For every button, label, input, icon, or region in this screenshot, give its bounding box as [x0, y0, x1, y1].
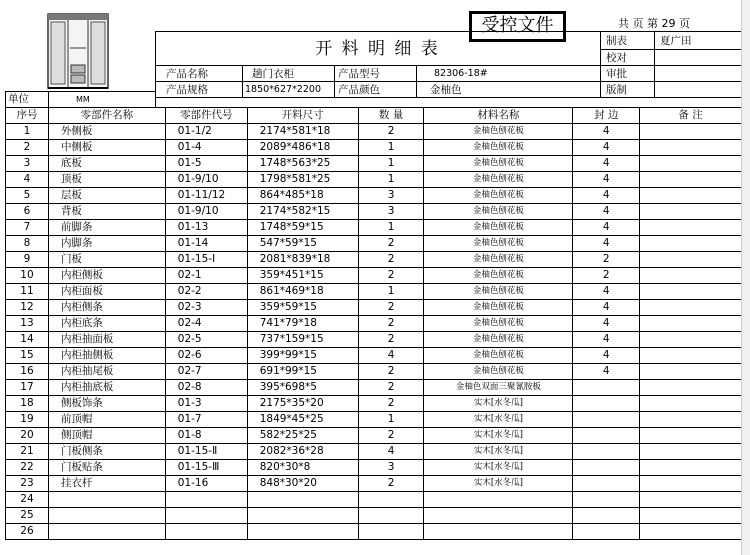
row-remarks [640, 124, 742, 140]
row-remarks [640, 396, 742, 412]
row-material: 金柚色刨花板 [424, 300, 573, 316]
row-edge-banding: 4 [573, 316, 640, 332]
row-quantity: 3 [358, 204, 424, 220]
row-part-code: 01-7 [165, 412, 247, 428]
row-remarks [640, 332, 742, 348]
row-material: 金柚色刨花板 [424, 188, 573, 204]
row-edge-banding: 4 [573, 236, 640, 252]
table-row [6, 268, 742, 284]
row-cut-size: 1748*59*15 [247, 220, 358, 236]
row-remarks [640, 444, 742, 460]
row-part-code: 01-9/10 [165, 204, 247, 220]
row-cut-size [247, 524, 358, 540]
table-row [6, 508, 742, 524]
row-part-code [165, 524, 247, 540]
row-quantity: 1 [358, 220, 424, 236]
row-quantity: 4 [358, 348, 424, 364]
row-cut-size: 691*99*15 [247, 364, 358, 380]
row-no: 1 [6, 124, 49, 140]
row-quantity: 2 [358, 300, 424, 316]
row-no: 15 [6, 348, 49, 364]
row-no: 25 [6, 508, 49, 524]
row-edge-banding [573, 380, 640, 396]
table-row [6, 428, 742, 444]
controlled-document-stamp: 受控文件 [469, 11, 566, 42]
row-material: 金柚色刨花板 [424, 204, 573, 220]
row-cut-size: 1798*581*25 [247, 172, 358, 188]
row-edge-banding: 4 [573, 124, 640, 140]
row-part-code [165, 492, 247, 508]
table-row [6, 332, 742, 348]
row-part-name: 内柜抽侧板 [48, 348, 165, 364]
row-part-name: 内柜抽底板 [48, 380, 165, 396]
row-part-code: 01-1/2 [165, 124, 247, 140]
row-cut-size: 820*30*8 [247, 460, 358, 476]
product-model-value: 82306-18# [434, 68, 488, 79]
row-part-name: 侧板饰条 [48, 396, 165, 412]
row-part-name: 门板 [48, 252, 165, 268]
row-cut-size: 2082*36*28 [247, 444, 358, 460]
row-no: 4 [6, 172, 49, 188]
row-no: 2 [6, 140, 49, 156]
row-material [424, 524, 573, 540]
row-part-code: 01-4 [165, 140, 247, 156]
row-edge-banding: 4 [573, 204, 640, 220]
row-part-code: 01-13 [165, 220, 247, 236]
row-part-name: 门板贴条 [48, 460, 165, 476]
row-part-name: 前顶帽 [48, 412, 165, 428]
row-quantity [358, 492, 424, 508]
row-remarks [640, 316, 742, 332]
row-cut-size: 1849*45*25 [247, 412, 358, 428]
row-part-code: 02-6 [165, 348, 247, 364]
row-cut-size [247, 492, 358, 508]
row-part-name [48, 524, 165, 540]
row-material: 金柚色刨花板 [424, 364, 573, 380]
row-remarks [640, 172, 742, 188]
product-model-label: 产品型号 [338, 68, 380, 80]
row-cut-size: 737*159*15 [247, 332, 358, 348]
row-edge-banding: 4 [573, 332, 640, 348]
row-quantity: 2 [358, 364, 424, 380]
row-material: 金柚色刨花板 [424, 140, 573, 156]
row-cut-size: 2174*582*15 [247, 204, 358, 220]
row-material: 金柚色刨花板 [424, 332, 573, 348]
row-part-code: 01-15-Ⅲ [165, 460, 247, 476]
table-row [6, 252, 742, 268]
col-header-no: 序号 [6, 108, 49, 124]
approval-label-checked: 校对 [606, 52, 627, 64]
row-quantity: 3 [358, 188, 424, 204]
row-remarks [640, 156, 742, 172]
row-material: 实木[水冬瓜] [424, 396, 573, 412]
row-part-code: 01-11/12 [165, 188, 247, 204]
row-no: 18 [6, 396, 49, 412]
row-cut-size: 395*698*5 [247, 380, 358, 396]
row-no: 17 [6, 380, 49, 396]
row-remarks [640, 220, 742, 236]
row-remarks [640, 268, 742, 284]
product-name-value: 趟门衣柜 [252, 68, 294, 80]
row-no: 14 [6, 332, 49, 348]
approval-label-prepared: 制表 [606, 35, 627, 47]
row-part-name: 顶板 [48, 172, 165, 188]
col-header-part-code: 零部件代号 [165, 108, 247, 124]
row-no: 21 [6, 444, 49, 460]
table-row [6, 236, 742, 252]
row-material: 金柚色刨花板 [424, 268, 573, 284]
table-row [6, 412, 742, 428]
row-quantity: 3 [358, 460, 424, 476]
row-part-name [48, 508, 165, 524]
row-no: 26 [6, 524, 49, 540]
row-no: 9 [6, 252, 49, 268]
row-remarks [640, 460, 742, 476]
table-row [6, 172, 742, 188]
product-spec-label: 产品规格 [166, 84, 208, 96]
unit-label: 单位 [8, 93, 29, 105]
row-cut-size: 2175*35*20 [247, 396, 358, 412]
row-edge-banding [573, 524, 640, 540]
row-quantity: 2 [358, 252, 424, 268]
row-quantity [358, 508, 424, 524]
row-no: 10 [6, 268, 49, 284]
row-part-code: 01-9/10 [165, 172, 247, 188]
row-material: 金柚色刨花板 [424, 156, 573, 172]
row-material: 实木[水冬瓜] [424, 476, 573, 492]
row-remarks [640, 364, 742, 380]
row-cut-size: 861*469*18 [247, 284, 358, 300]
row-material [424, 508, 573, 524]
row-part-name: 内柜底条 [48, 316, 165, 332]
row-material: 实木[水冬瓜] [424, 460, 573, 476]
row-no: 22 [6, 460, 49, 476]
row-cut-size [247, 508, 358, 524]
row-part-code: 02-4 [165, 316, 247, 332]
table-row [6, 316, 742, 332]
table-row [6, 524, 742, 540]
row-edge-banding: 4 [573, 172, 640, 188]
table-row [6, 444, 742, 460]
row-quantity: 2 [358, 268, 424, 284]
table-header-row [6, 108, 742, 124]
page-info: 共 页 第 29 页 [618, 17, 690, 30]
row-quantity: 2 [358, 316, 424, 332]
row-no: 23 [6, 476, 49, 492]
table-row [6, 492, 742, 508]
row-cut-size: 399*99*15 [247, 348, 358, 364]
row-cut-size: 741*79*18 [247, 316, 358, 332]
product-color-value: 金柚色 [430, 84, 462, 96]
row-part-name: 内柜面板 [48, 284, 165, 300]
row-cut-size: 2081*839*18 [247, 252, 358, 268]
row-part-code: 02-7 [165, 364, 247, 380]
row-cut-size: 547*59*15 [247, 236, 358, 252]
row-part-code: 02-8 [165, 380, 247, 396]
row-remarks [640, 508, 742, 524]
row-quantity: 2 [358, 380, 424, 396]
row-part-code: 01-5 [165, 156, 247, 172]
table-row [6, 140, 742, 156]
row-material: 金柚色刨花板 [424, 220, 573, 236]
table-row [6, 124, 742, 140]
row-quantity: 2 [358, 476, 424, 492]
row-quantity: 1 [358, 284, 424, 300]
row-cut-size: 582*25*25 [247, 428, 358, 444]
approval-label-approved: 审批 [606, 68, 627, 80]
row-material: 金柚色刨花板 [424, 236, 573, 252]
row-part-code: 01-8 [165, 428, 247, 444]
row-edge-banding: 4 [573, 156, 640, 172]
row-cut-size: 359*59*15 [247, 300, 358, 316]
row-material: 金柚色双面三聚氰胺板 [424, 380, 573, 396]
row-part-name [48, 492, 165, 508]
row-edge-banding [573, 508, 640, 524]
row-material: 金柚色刨花板 [424, 252, 573, 268]
product-color-label: 产品颜色 [338, 84, 380, 96]
row-material: 金柚色刨花板 [424, 348, 573, 364]
col-header-cut-size: 开料尺寸 [247, 108, 358, 124]
row-edge-banding: 2 [573, 252, 640, 268]
row-part-code: 01-14 [165, 236, 247, 252]
row-part-name: 内柜侧板 [48, 268, 165, 284]
row-part-name: 前脚条 [48, 220, 165, 236]
row-edge-banding: 2 [573, 268, 640, 284]
row-quantity: 1 [358, 140, 424, 156]
row-remarks [640, 380, 742, 396]
row-edge-banding [573, 460, 640, 476]
row-part-code: 01-15-Ⅱ [165, 444, 247, 460]
row-edge-banding: 4 [573, 140, 640, 156]
row-no: 24 [6, 492, 49, 508]
row-part-name: 内柜侧条 [48, 300, 165, 316]
row-part-name: 内脚条 [48, 236, 165, 252]
approval-value-prepared: 夏广田 [660, 35, 692, 47]
row-edge-banding [573, 412, 640, 428]
table-row [6, 300, 742, 316]
row-remarks [640, 188, 742, 204]
row-quantity: 4 [358, 444, 424, 460]
row-part-code: 02-2 [165, 284, 247, 300]
row-cut-size: 2174*581*18 [247, 124, 358, 140]
row-part-name: 侧顶帽 [48, 428, 165, 444]
row-part-name: 内柜抽尾板 [48, 364, 165, 380]
row-part-name: 中侧板 [48, 140, 165, 156]
row-quantity: 2 [358, 428, 424, 444]
col-header-remarks: 备 注 [640, 108, 742, 124]
table-row [6, 220, 742, 236]
row-edge-banding [573, 428, 640, 444]
row-edge-banding [573, 444, 640, 460]
row-remarks [640, 492, 742, 508]
row-edge-banding [573, 396, 640, 412]
row-remarks [640, 284, 742, 300]
row-part-code: 01-16 [165, 476, 247, 492]
row-no: 11 [6, 284, 49, 300]
row-edge-banding: 4 [573, 220, 640, 236]
product-spec-value: 1850*627*2200 [245, 84, 321, 95]
row-part-code: 02-5 [165, 332, 247, 348]
row-edge-banding: 4 [573, 188, 640, 204]
row-material [424, 492, 573, 508]
row-material: 金柚色刨花板 [424, 316, 573, 332]
row-cut-size: 864*485*18 [247, 188, 358, 204]
row-material: 金柚色刨花板 [424, 284, 573, 300]
table-row [6, 204, 742, 220]
product-name-label: 产品名称 [166, 68, 208, 80]
col-header-quantity: 数 量 [358, 108, 424, 124]
table-row [6, 364, 742, 380]
approval-label-version: 版制 [606, 84, 627, 96]
row-quantity: 2 [358, 236, 424, 252]
unit-value: MM [76, 95, 90, 104]
row-no: 3 [6, 156, 49, 172]
row-material: 金柚色刨花板 [424, 172, 573, 188]
row-part-name: 内柜抽面板 [48, 332, 165, 348]
row-edge-banding: 4 [573, 300, 640, 316]
col-header-edge-banding: 封 边 [573, 108, 640, 124]
row-no: 7 [6, 220, 49, 236]
row-edge-banding: 4 [573, 284, 640, 300]
row-no: 16 [6, 364, 49, 380]
row-edge-banding [573, 492, 640, 508]
row-quantity: 2 [358, 124, 424, 140]
row-quantity: 1 [358, 156, 424, 172]
col-header-part-name: 零部件名称 [48, 108, 165, 124]
wardrobe-thumbnail [45, 10, 111, 92]
row-quantity: 2 [358, 396, 424, 412]
table-row [6, 188, 742, 204]
row-remarks [640, 204, 742, 220]
table-row [6, 460, 742, 476]
row-part-name: 层板 [48, 188, 165, 204]
row-cut-size: 2089*486*18 [247, 140, 358, 156]
table-row [6, 476, 742, 492]
col-header-material: 材料名称 [424, 108, 573, 124]
row-part-code: 02-3 [165, 300, 247, 316]
row-material: 实木[水冬瓜] [424, 428, 573, 444]
row-material: 实木[水冬瓜] [424, 412, 573, 428]
row-part-name: 底板 [48, 156, 165, 172]
row-part-name: 门板侧条 [48, 444, 165, 460]
row-part-code: 01-15-Ⅰ [165, 252, 247, 268]
row-remarks [640, 428, 742, 444]
row-cut-size: 359*451*15 [247, 268, 358, 284]
row-cut-size: 1748*563*25 [247, 156, 358, 172]
table-row [6, 380, 742, 396]
table-row [6, 284, 742, 300]
row-part-code: 02-1 [165, 268, 247, 284]
row-part-name: 挂衣杆 [48, 476, 165, 492]
row-part-name: 外侧板 [48, 124, 165, 140]
row-no: 13 [6, 316, 49, 332]
row-cut-size: 848*30*20 [247, 476, 358, 492]
row-edge-banding: 4 [573, 364, 640, 380]
row-no: 8 [6, 236, 49, 252]
cut-list-table [5, 107, 742, 540]
row-remarks [640, 140, 742, 156]
row-no: 20 [6, 428, 49, 444]
row-remarks [640, 476, 742, 492]
row-no: 5 [6, 188, 49, 204]
vertical-scrollbar[interactable] [741, 0, 750, 555]
row-no: 6 [6, 204, 49, 220]
table-row [6, 348, 742, 364]
row-part-code [165, 508, 247, 524]
row-remarks [640, 300, 742, 316]
row-edge-banding: 4 [573, 348, 640, 364]
row-no: 19 [6, 412, 49, 428]
row-remarks [640, 412, 742, 428]
row-remarks [640, 252, 742, 268]
row-material: 实木[水冬瓜] [424, 444, 573, 460]
row-edge-banding [573, 476, 640, 492]
row-remarks [640, 524, 742, 540]
row-part-name: 背板 [48, 204, 165, 220]
row-quantity: 1 [358, 172, 424, 188]
table-row [6, 396, 742, 412]
row-quantity: 1 [358, 412, 424, 428]
row-part-code: 01-3 [165, 396, 247, 412]
sheet-title: 开 料 明 细 表 [315, 39, 440, 59]
row-material: 金柚色刨花板 [424, 124, 573, 140]
row-quantity [358, 524, 424, 540]
table-row [6, 156, 742, 172]
row-remarks [640, 348, 742, 364]
row-remarks [640, 236, 742, 252]
row-no: 12 [6, 300, 49, 316]
row-quantity: 2 [358, 332, 424, 348]
